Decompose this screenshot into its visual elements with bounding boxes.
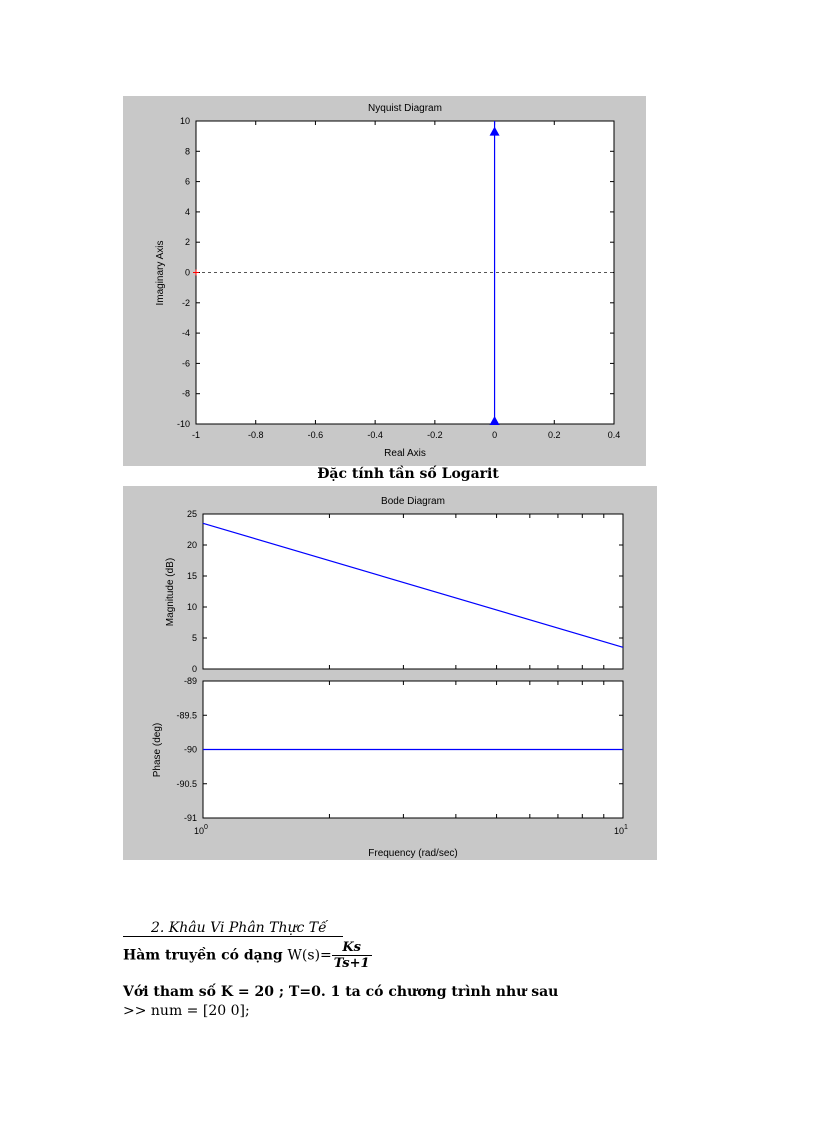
nyquist-ylabel: Imaginary Axis: [155, 240, 166, 306]
bode-mag-tick-label: 5: [191, 633, 197, 643]
transfer-function-prefix: Hàm truyền có dạng: [123, 947, 288, 964]
transfer-function-fraction: [332, 940, 372, 971]
bode-phase-tick-label: -89: [183, 676, 197, 686]
nyquist-xtick-label: 0.4: [607, 430, 621, 440]
nyquist-ytick-label: -2: [181, 297, 190, 308]
nyquist-xlabel: Real Axis: [384, 448, 426, 459]
nyquist-ytick-label: 4: [184, 206, 190, 217]
nyquist-chart: [123, 96, 646, 466]
transfer-function-line: [123, 940, 372, 971]
bode-title: Bode Diagram: [381, 496, 445, 507]
nyquist-ytick-label: -8: [181, 388, 190, 399]
nyquist-xtick-label: -0.8: [247, 430, 264, 440]
nyquist-title: Nyquist Diagram: [368, 103, 442, 114]
nyquist-ytick-label: -4: [181, 328, 190, 339]
nyquist-xtick-label: -0.4: [367, 430, 383, 440]
nyquist-xtick-label: 0: [492, 430, 498, 440]
nyquist-ytick-label: 6: [184, 176, 190, 187]
bode-mag-tick-label: 0: [191, 664, 197, 674]
bode-mag-tick-label: 20: [186, 540, 197, 550]
bode-magnitude-area: [203, 514, 623, 669]
fraction-denominator: Ts+1: [333, 956, 370, 971]
code-line: >> num = [20 0];: [123, 1003, 250, 1019]
nyquist-xtick-label: -0.6: [307, 430, 324, 440]
bode-phase-label: Phase (deg): [152, 722, 163, 778]
bode-figure: [123, 486, 657, 860]
nyquist-ytick-label: 8: [184, 146, 190, 157]
nyquist-ytick-label: 0: [184, 267, 190, 278]
bode-xtick-label: $10^0$: [194, 824, 208, 836]
nyquist-xtick-label: -0.2: [427, 430, 443, 440]
bode-phase-tick-label: -90: [183, 744, 197, 755]
nyquist-ytick-label: 10: [179, 116, 190, 126]
bode-phase-tick-label: -91: [183, 813, 197, 823]
fraction-numerator: Ks: [332, 940, 372, 956]
bode-mag-label: Magnitude (dB): [165, 557, 176, 627]
bode-xlabel: Frequency (rad/sec): [368, 848, 458, 859]
bode-mag-tick-label: 25: [186, 509, 197, 519]
bode-phase-tick-label: -90.5: [176, 778, 197, 789]
nyquist-xtick-label: -1: [191, 430, 201, 440]
transfer-function-name: W(s)=: [287, 947, 332, 964]
nyquist-ytick-label: 2: [184, 237, 190, 248]
figure-caption: Đặc tính tần số Logarit: [317, 466, 499, 482]
bode-mag-tick-label: 10: [186, 602, 197, 612]
section-heading: 2. Khâu Vi Phân Thực Tế: [123, 920, 343, 937]
bode-xtick-label: $10^1$: [614, 824, 628, 836]
bode-chart: [123, 486, 657, 860]
nyquist-ytick-label: -6: [181, 358, 190, 369]
parameter-line: Với tham số K = 20 ; T=0. 1 ta có chương trình như sau: [123, 984, 559, 1000]
nyquist-xtick-label: 0.2: [548, 430, 561, 440]
bode-mag-tick-label: 15: [186, 571, 197, 581]
nyquist-figure: [123, 96, 646, 466]
nyquist-ytick-label: -10: [176, 419, 190, 429]
bode-phase-tick-label: -89.5: [176, 710, 197, 721]
